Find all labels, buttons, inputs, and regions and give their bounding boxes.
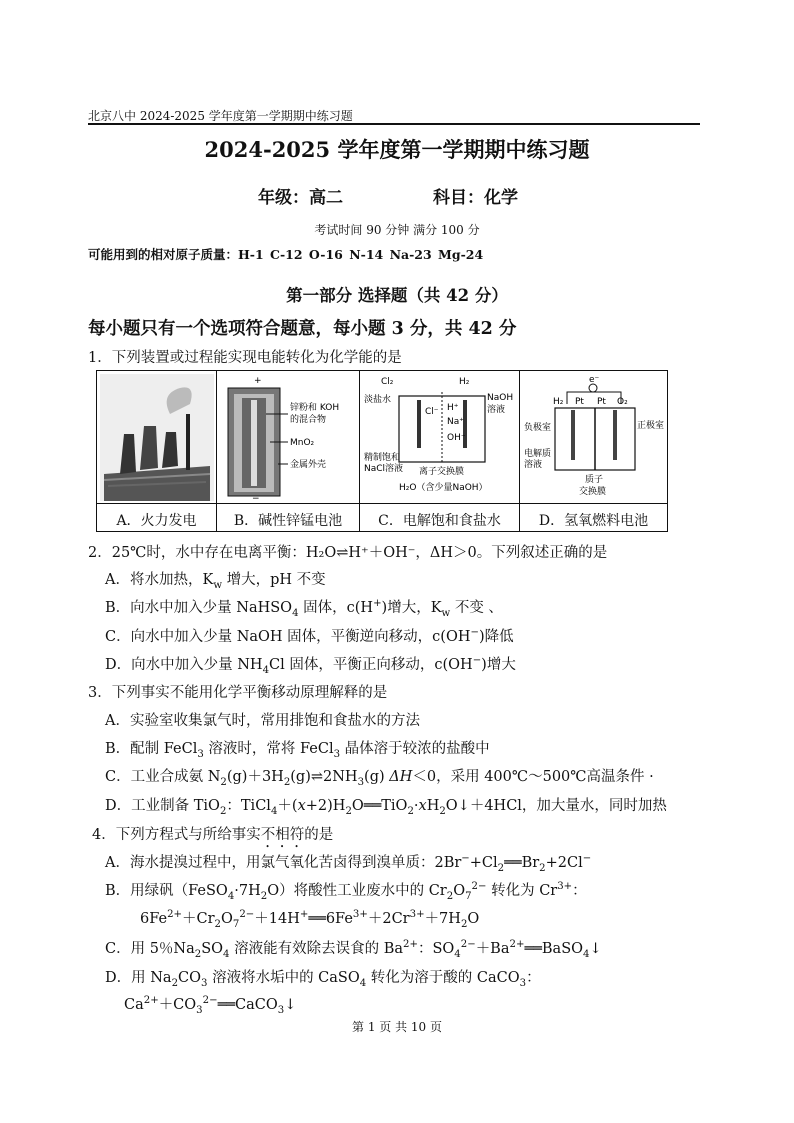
q3-option-a: A．实验室收集氯气时，常用排饱和食盐水的方法 [105, 713, 420, 729]
atomic-masses: 可能用到的相对原子质量：H-1 C-12 O-16 N-14 Na-23 Mg-24 [88, 247, 484, 262]
water-label: H₂O（含少量NaOH） [399, 483, 488, 493]
fc-h2-label: H₂ [553, 397, 564, 407]
fuel-cell-diagram [523, 374, 664, 501]
q1-caption-b: B．碱性锌锰电池 [233, 513, 343, 529]
header-rule [88, 123, 700, 125]
fc-electrolyte-label-2: 溶液 [524, 460, 543, 470]
q4-stem-emphasis: 不相符 [260, 827, 305, 843]
subject-label: 科目：化学 [433, 188, 518, 208]
q2-stem: 2．25℃时，水中存在电离平衡：H₂O⇌H⁺＋OH⁻，ΔH＞0。下列叙述正确的是 [88, 545, 608, 561]
q3-option-b: B．配制 FeCl$_3$ 溶液时，常将 FeCl$_3$ 晶体溶于较浓的盐酸中 [105, 741, 490, 760]
q4-option-d: D．用 $Na_2CO_3$ 溶液将水垢中的 CaSO$_4$ 转化为溶于酸的 CaCO$_3$： [105, 970, 541, 989]
q1-caption-a: A．火力发电 [116, 513, 197, 529]
q4-stem-a: 4．下列方程式与所给事实 [92, 827, 261, 843]
electron-label: e⁻ [589, 375, 600, 385]
q3-stem: 3．下列事实不能用化学平衡移动原理解释的是 [88, 685, 388, 701]
naoh-solution-label: 溶液 [487, 405, 506, 415]
fc-cathode-label: 正极室 [637, 421, 664, 431]
brine-label-1: 精制饱和 [364, 453, 401, 463]
page-header: 北京八中 2024-2025 学年度第一学期期中练习题 [88, 109, 353, 123]
q4-option-c: C．用 5％$Na_2SO_4$ 溶液能有效除去误食的 $Ba^{2+}$：$SO_4^{2-}+Ba^{2+}══BaSO_4↓$ [105, 939, 602, 960]
membrane-label: 离子交换膜 [419, 467, 465, 477]
h2-label: H₂ [459, 377, 470, 387]
q1-caption-d: D．氢氧燃料电池 [538, 513, 649, 529]
q1-cell-c [360, 371, 520, 531]
q1-cell-b [217, 371, 360, 531]
cl2-label: Cl₂ [381, 377, 394, 387]
battery-plus-label: + [254, 376, 262, 386]
q2-option-d: D．向水中加入少量 $NH_4Cl$ 固体，平衡正向移动，c(OH−)增大 [105, 655, 516, 676]
exam-meta: 考试时间 90 分钟 满分 100 分 [314, 223, 480, 237]
q1-caption-c: C．电解饱和食盐水 [378, 513, 501, 529]
page-footer: 第 1 页 共 10 页 [352, 1020, 442, 1034]
fc-o2-label: O₂ [617, 397, 628, 407]
q3-option-c: C．工业合成氨 $N_2(g)+3H_2(g)\rightleftharpoons 2NH_3(g)$ ΔH＜0，采用 400℃～500℃高温条件 · [105, 769, 654, 788]
fc-pt-left: Pt [575, 397, 584, 407]
q1-cell-a [97, 371, 217, 531]
power-plant-image [100, 374, 213, 501]
q4-stem-b: 的是 [304, 827, 334, 843]
q3-option-d: D．工业制备 TiO$_2$：$TiCl_4+(x+2)H_2O══TiO_2\cdot xH_2O↓+4HCl$，加大量水，同时加热 [105, 798, 667, 817]
q4-option-a: A．海水提溴过程中，用氯气氧化苦卤得到溴单质：$2Br^-+Cl_2══Br_2+2Cl^-$ [105, 853, 592, 874]
cl-ion-label: Cl⁻ [425, 407, 439, 417]
brine-label-2: NaCl溶液 [364, 464, 404, 474]
naoh-label: NaOH [487, 393, 514, 403]
battery-label-zn2: 的混合物 [290, 415, 327, 425]
q2-option-c: C．向水中加入少量 NaOH 固体，平衡逆向移动，c(OH−)降低 [105, 627, 514, 645]
instruction: 每小题只有一个选项符合题意，每小题 3 分，共 42 分 [88, 319, 517, 339]
fc-pt-right: Pt [597, 397, 606, 407]
battery-label-shell: 金属外壳 [290, 460, 327, 470]
fc-proton-label: 质子 [585, 475, 604, 485]
q2-option-b: B．向水中加入少量 NaHSO$_4$ 固体，c(H+)增大，$K_w$ 不变 、 [105, 598, 503, 619]
fc-anode-label: 负极室 [524, 423, 552, 433]
q4-option-b-equation: $6Fe^{2+}+Cr_2O_7^{2-}+14H^+══6Fe^{3+}+2Cr^{3+}+7H_2O$ [140, 909, 480, 930]
q4-option-b: B．用绿矾$(FeSO_4\cdot 7H_2O)$将酸性工业废水中的 $Cr_2O_7^{2-}$ 转化为 $Cr^{3+}$： [105, 881, 587, 902]
q4-stem [92, 823, 333, 851]
h-ion-label: H⁺ [447, 403, 459, 413]
grade-label: 年级：高二 [258, 188, 343, 208]
battery-label-zn1: 锌粉和 KOH [290, 403, 340, 413]
q1-cell-d [520, 371, 667, 531]
q1-figure-table [96, 370, 668, 532]
fc-membrane-label: 交换膜 [579, 487, 607, 497]
q2-option-a: A．将水加热，$K_w$ 增大，pH 不变 [105, 572, 326, 591]
battery-minus-label: − [252, 494, 260, 501]
q4-option-d-equation: $Ca^{2+}+CO_3^{2-}══CaCO_3↓$ [124, 995, 297, 1016]
electrolysis-diagram [363, 374, 516, 501]
battery-label-mno2: MnO₂ [290, 438, 315, 448]
dilute-brine-label: 淡盐水 [364, 395, 392, 405]
q1-stem: 1．下列装置或过程能实现电能转化为化学能的是 [88, 350, 402, 366]
section-title: 第一部分 选择题（共 42 分） [286, 286, 508, 305]
fc-electrolyte-label-1: 电解质 [524, 449, 552, 459]
exam-title: 2024-2025 学年度第一学期期中练习题 [204, 137, 590, 162]
na-ion-label: Na⁺ [447, 417, 464, 427]
battery-diagram [220, 374, 356, 501]
oh-ion-label: OH⁻ [447, 433, 466, 443]
